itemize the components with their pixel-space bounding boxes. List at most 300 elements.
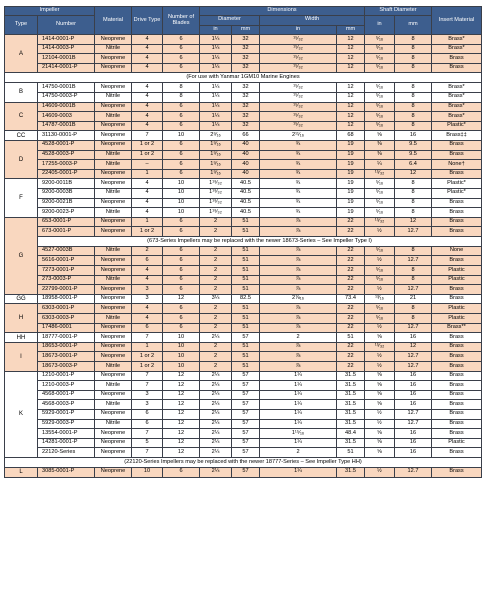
width-in-cell: 1¼ (260, 381, 337, 391)
drive-type-cell: – (132, 160, 163, 170)
shaft-mm-cell: 8 (395, 266, 432, 276)
shaft-mm-cell: 12.7 (395, 467, 432, 477)
width-in-cell: 1¹⁵⁄₁₆ (260, 429, 337, 439)
num-blades-cell: 6 (163, 323, 200, 333)
width-in-cell: 1¼ (260, 467, 337, 477)
note-text: (22120-Series Impellers may be replaced with the newer 18777-Series – See Impeller Type HH) (5, 457, 482, 467)
table-row (5, 352, 482, 362)
diameter-in-cell: 3¼ (200, 294, 232, 304)
diameter-mm-cell: 57 (232, 467, 260, 477)
drive-type-cell: 4 (132, 83, 163, 93)
insert-material-cell: Brass (432, 342, 482, 352)
shaft-mm-cell: 16 (395, 438, 432, 448)
shaft-mm-cell: 16 (395, 371, 432, 381)
part-number-cell: 17486-0001 (38, 323, 95, 333)
material-cell: Nitrile (95, 275, 132, 285)
part-number-cell: 4527-0003B (38, 246, 95, 256)
shaft-in-cell: ½ (365, 227, 395, 237)
shaft-mm-cell: 8 (395, 198, 432, 208)
material-cell: Nitrile (95, 246, 132, 256)
diameter-in-cell: 2⁹⁄₁₆ (200, 131, 232, 141)
shaft-mm-cell: 16 (395, 131, 432, 141)
drive-type-cell: 3 (132, 390, 163, 400)
shaft-in-cell: ⁵⁄₁₆ (365, 275, 395, 285)
diameter-in-cell: 1¼ (200, 121, 232, 131)
width-mm-cell: 22 (337, 275, 365, 285)
part-number-cell: 18653-0001-P (38, 342, 95, 352)
material-cell: Neoprene (95, 54, 132, 64)
part-number-cell: 14750-0003-P (38, 92, 95, 102)
num-blades-cell: 10 (163, 131, 200, 141)
shaft-in-cell: ⅝ (365, 333, 395, 343)
shaft-mm-cell: 8 (395, 112, 432, 122)
drive-type-cell: 10 (132, 467, 163, 477)
insert-material-cell: Plastic* (432, 179, 482, 189)
width-mm-cell: 22 (337, 227, 365, 237)
num-blades-cell: 6 (163, 160, 200, 170)
insert-material-cell: Brass* (432, 44, 482, 54)
part-number-cell: 653-0001-P (38, 217, 95, 227)
shaft-in-cell: ⁵⁄₁₆ (365, 35, 395, 45)
diameter-mm-cell: 57 (232, 333, 260, 343)
diameter-mm-cell: 32 (232, 102, 260, 112)
note-row (5, 73, 482, 83)
insert-material-cell: Brass (432, 467, 482, 477)
part-number-cell: 14609-0001B (38, 102, 95, 112)
drive-type-cell: 3 (132, 285, 163, 295)
part-number-cell: 12104-0001B (38, 54, 95, 64)
type-cell: F (5, 179, 38, 217)
table-row (5, 236, 482, 246)
diameter-in-cell: 2¼ (200, 409, 232, 419)
part-number-cell: 6303-0003-P (38, 314, 95, 324)
drive-type-cell: 1 or 2 (132, 150, 163, 160)
material-cell: Neoprene (95, 467, 132, 477)
drive-type-cell: 7 (132, 333, 163, 343)
diameter-mm-cell: 51 (232, 304, 260, 314)
part-number-cell: 21414-0001-P (38, 63, 95, 73)
width-mm-cell: 31.5 (337, 409, 365, 419)
num-blades-cell: 12 (163, 409, 200, 419)
material-cell: Nitrile (95, 150, 132, 160)
part-number-cell: 22405-0001-P (38, 169, 95, 179)
num-blades-cell: 6 (163, 217, 200, 227)
part-number-cell: 673-0001-P (38, 227, 95, 237)
shaft-in-cell: ⁵⁄₁₆ (365, 112, 395, 122)
table-row (5, 83, 482, 93)
header-material: Material (95, 7, 132, 35)
shaft-mm-cell: 16 (395, 390, 432, 400)
shaft-in-cell: ⅝ (365, 371, 395, 381)
shaft-mm-cell: 9.5 (395, 140, 432, 150)
shaft-mm-cell: 12 (395, 217, 432, 227)
table-row (5, 323, 482, 333)
material-cell: Neoprene (95, 333, 132, 343)
part-number-cell: 7273-0001-P (38, 266, 95, 276)
type-cell: H (5, 304, 38, 333)
insert-material-cell: Brass (432, 371, 482, 381)
insert-material-cell: Brass (432, 390, 482, 400)
part-number-cell: 14750-0001B (38, 83, 95, 93)
drive-type-cell: 4 (132, 208, 163, 218)
width-mm-cell: 22 (337, 323, 365, 333)
diameter-in-cell: 2 (200, 342, 232, 352)
diameter-in-cell: 2 (200, 227, 232, 237)
width-mm-cell: 12 (337, 83, 365, 93)
diameter-in-cell: 2¼ (200, 429, 232, 439)
num-blades-cell: 6 (163, 35, 200, 45)
diameter-in-cell: 1¼ (200, 112, 232, 122)
insert-material-cell: Brass (432, 294, 482, 304)
table-row (5, 438, 482, 448)
drive-type-cell: 4 (132, 54, 163, 64)
type-cell: CC (5, 131, 38, 141)
shaft-mm-cell: 8 (395, 92, 432, 102)
shaft-in-cell: ⁵⁄₁₆ (365, 179, 395, 189)
drive-type-cell: 1 (132, 342, 163, 352)
num-blades-cell: 12 (163, 400, 200, 410)
part-number-cell: 9200-0023-P (38, 208, 95, 218)
table-row (5, 294, 482, 304)
table-row (5, 179, 482, 189)
insert-material-cell: Plastic* (432, 121, 482, 131)
width-mm-cell: 22 (337, 352, 365, 362)
diameter-mm-cell: 57 (232, 429, 260, 439)
num-blades-cell: 6 (163, 256, 200, 266)
diameter-in-cell: 2¼ (200, 467, 232, 477)
width-in-cell: ⅞ (260, 275, 337, 285)
table-row (5, 246, 482, 256)
table-row (5, 419, 482, 429)
shaft-mm-cell: 12.7 (395, 362, 432, 372)
drive-type-cell: 6 (132, 323, 163, 333)
width-in-cell: ¾ (260, 198, 337, 208)
diameter-mm-cell: 51 (232, 362, 260, 372)
diameter-in-cell: 2¼ (200, 390, 232, 400)
num-blades-cell: 6 (163, 121, 200, 131)
table-row (5, 131, 482, 141)
drive-type-cell: 4 (132, 44, 163, 54)
insert-material-cell: Brass* (432, 102, 482, 112)
width-in-cell: ¾ (260, 150, 337, 160)
insert-material-cell: Brass (432, 54, 482, 64)
header-dimensions: Dimensions (200, 7, 365, 16)
insert-material-cell: Brass (432, 169, 482, 179)
insert-material-cell: Brass (432, 150, 482, 160)
width-mm-cell: 19 (337, 179, 365, 189)
diameter-mm-cell: 57 (232, 438, 260, 448)
shaft-mm-cell: 8 (395, 54, 432, 64)
diameter-in-cell: 1¹⁹⁄₃₂ (200, 198, 232, 208)
part-number-cell: 3085-0001-P (38, 467, 95, 477)
num-blades-cell: 6 (163, 314, 200, 324)
width-in-cell: ¾ (260, 179, 337, 189)
width-in-cell: ¾ (260, 208, 337, 218)
insert-material-cell: Brass (432, 333, 482, 343)
header-diameter-mm: mm (232, 25, 260, 35)
shaft-mm-cell: 12.7 (395, 227, 432, 237)
drive-type-cell: 7 (132, 429, 163, 439)
drive-type-cell: 4 (132, 266, 163, 276)
type-cell: K (5, 371, 38, 457)
table-row (5, 314, 482, 324)
diameter-in-cell: 1¼ (200, 54, 232, 64)
material-cell: Nitrile (95, 381, 132, 391)
type-cell: G (5, 217, 38, 294)
width-in-cell: ⅞ (260, 342, 337, 352)
width-in-cell: ¹⁵⁄₃₂ (260, 35, 337, 45)
num-blades-cell: 12 (163, 429, 200, 439)
shaft-in-cell: ½ (365, 256, 395, 266)
num-blades-cell: 10 (163, 362, 200, 372)
shaft-mm-cell: 16 (395, 448, 432, 458)
part-number-cell: 22120-Series (38, 448, 95, 458)
num-blades-cell: 12 (163, 448, 200, 458)
table-row (5, 63, 482, 73)
diameter-mm-cell: 32 (232, 54, 260, 64)
num-blades-cell: 6 (163, 150, 200, 160)
num-blades-cell: 6 (163, 63, 200, 73)
material-cell: Neoprene (95, 390, 132, 400)
drive-type-cell: 1 or 2 (132, 362, 163, 372)
diameter-mm-cell: 32 (232, 63, 260, 73)
insert-material-cell: Brass (432, 256, 482, 266)
type-cell: L (5, 467, 38, 477)
material-cell: Neoprene (95, 256, 132, 266)
width-mm-cell: 22 (337, 304, 365, 314)
part-number-cell: 4568-0003-P (38, 400, 95, 410)
diameter-mm-cell: 40 (232, 140, 260, 150)
header-diameter: Diameter (200, 16, 260, 26)
insert-material-cell: Brass* (432, 83, 482, 93)
width-mm-cell: 19 (337, 150, 365, 160)
part-number-cell: 18958-0001-P (38, 294, 95, 304)
shaft-mm-cell: 16 (395, 381, 432, 391)
diameter-in-cell: 2 (200, 323, 232, 333)
insert-material-cell: Brass (432, 381, 482, 391)
part-number-cell: 31130-0001-P (38, 131, 95, 141)
insert-material-cell: Plastic (432, 266, 482, 276)
diameter-in-cell: 2 (200, 275, 232, 285)
table-row (5, 285, 482, 295)
impeller-table-container (4, 6, 481, 478)
shaft-mm-cell: 8 (395, 83, 432, 93)
width-mm-cell: 31.5 (337, 419, 365, 429)
shaft-in-cell: ⅝ (365, 438, 395, 448)
part-number-cell: 9200-0021B (38, 198, 95, 208)
diameter-in-cell: 1¼ (200, 35, 232, 45)
shaft-in-cell: ⁵⁄₁₆ (365, 304, 395, 314)
shaft-in-cell: ⅝ (365, 390, 395, 400)
shaft-mm-cell: 12.7 (395, 285, 432, 295)
diameter-mm-cell: 57 (232, 390, 260, 400)
diameter-mm-cell: 57 (232, 419, 260, 429)
material-cell: Neoprene (95, 102, 132, 112)
drive-type-cell: 4 (132, 102, 163, 112)
table-row (5, 112, 482, 122)
diameter-in-cell: 2 (200, 352, 232, 362)
width-in-cell: 1¼ (260, 438, 337, 448)
diameter-in-cell: 2¼ (200, 400, 232, 410)
width-in-cell: ¾ (260, 140, 337, 150)
diameter-mm-cell: 40.5 (232, 188, 260, 198)
shaft-in-cell: ⁵⁄₁₆ (365, 44, 395, 54)
table-row (5, 448, 482, 458)
shaft-in-cell: ½ (365, 409, 395, 419)
insert-material-cell: None† (432, 160, 482, 170)
table-row (5, 227, 482, 237)
drive-type-cell: 7 (132, 371, 163, 381)
diameter-mm-cell: 51 (232, 352, 260, 362)
width-mm-cell: 31.5 (337, 390, 365, 400)
part-number-cell: 14609-0003 (38, 112, 95, 122)
part-number-cell: 18673-0003-P (38, 362, 95, 372)
material-cell: Nitrile (95, 400, 132, 410)
shaft-mm-cell: 12.7 (395, 352, 432, 362)
header-shaft-mm: mm (395, 16, 432, 35)
material-cell: Nitrile (95, 314, 132, 324)
insert-material-cell: Brass (432, 208, 482, 218)
num-blades-cell: 10 (163, 208, 200, 218)
type-cell: I (5, 342, 38, 371)
width-in-cell: 1¼ (260, 419, 337, 429)
diameter-in-cell: 2 (200, 256, 232, 266)
width-in-cell: ¹⁵⁄₃₂ (260, 102, 337, 112)
shaft-in-cell: ¹⁵⁄₃₂ (365, 217, 395, 227)
table-row (5, 35, 482, 45)
material-cell: Nitrile (95, 208, 132, 218)
material-cell: Neoprene (95, 285, 132, 295)
table-row (5, 400, 482, 410)
drive-type-cell: 6 (132, 409, 163, 419)
diameter-in-cell: 1¹⁹⁄₃₂ (200, 208, 232, 218)
diameter-in-cell: 1⁹⁄₁₆ (200, 140, 232, 150)
shaft-in-cell: ⁵⁄₁₆ (365, 266, 395, 276)
drive-type-cell: 4 (132, 63, 163, 73)
width-in-cell: ¾ (260, 188, 337, 198)
insert-material-cell: Brass (432, 419, 482, 429)
diameter-in-cell: 2 (200, 266, 232, 276)
width-mm-cell: 22 (337, 285, 365, 295)
width-mm-cell: 12 (337, 63, 365, 73)
material-cell: Nitrile (95, 419, 132, 429)
width-in-cell: ⅞ (260, 352, 337, 362)
material-cell: Nitrile (95, 92, 132, 102)
material-cell: Neoprene (95, 323, 132, 333)
shaft-mm-cell: 8 (395, 63, 432, 73)
part-number-cell: 5929-0003-P (38, 419, 95, 429)
width-in-cell: 2 (260, 333, 337, 343)
shaft-in-cell: ⁵⁄₁₆ (365, 92, 395, 102)
insert-material-cell: Brass (432, 63, 482, 73)
material-cell: Neoprene (95, 217, 132, 227)
shaft-mm-cell: 12.7 (395, 419, 432, 429)
diameter-mm-cell: 51 (232, 285, 260, 295)
insert-material-cell: Brass (432, 429, 482, 439)
diameter-mm-cell: 32 (232, 92, 260, 102)
material-cell: Neoprene (95, 352, 132, 362)
part-number-cell: 9200-0011B (38, 179, 95, 189)
diameter-in-cell: 1¼ (200, 102, 232, 112)
width-mm-cell: 22 (337, 266, 365, 276)
shaft-mm-cell: 8 (395, 121, 432, 131)
shaft-mm-cell: 8 (395, 208, 432, 218)
table-row (5, 390, 482, 400)
shaft-in-cell: ⁵⁄₁₆ (365, 63, 395, 73)
drive-type-cell: 4 (132, 35, 163, 45)
drive-type-cell: 4 (132, 275, 163, 285)
diameter-in-cell: 1¼ (200, 83, 232, 93)
table-row (5, 275, 482, 285)
table-row (5, 371, 482, 381)
width-mm-cell: 12 (337, 44, 365, 54)
insert-material-cell: Brass (432, 409, 482, 419)
diameter-mm-cell: 57 (232, 448, 260, 458)
num-blades-cell: 10 (163, 188, 200, 198)
num-blades-cell: 6 (163, 44, 200, 54)
width-in-cell: ¹⁵⁄₃₂ (260, 83, 337, 93)
part-number-cell: 5616-0001-P (38, 256, 95, 266)
table-row (5, 342, 482, 352)
num-blades-cell: 10 (163, 179, 200, 189)
shaft-mm-cell: 8 (395, 102, 432, 112)
table-row (5, 150, 482, 160)
width-mm-cell: 22 (337, 342, 365, 352)
width-mm-cell: 68 (337, 131, 365, 141)
width-mm-cell: 31.5 (337, 438, 365, 448)
width-in-cell: ⅞ (260, 266, 337, 276)
table-row (5, 198, 482, 208)
width-mm-cell: 22 (337, 256, 365, 266)
drive-type-cell: 7 (132, 381, 163, 391)
shaft-in-cell: ½ (365, 419, 395, 429)
diameter-mm-cell: 51 (232, 217, 260, 227)
shaft-in-cell: ⁵⁄₁₆ (365, 246, 395, 256)
width-mm-cell: 19 (337, 140, 365, 150)
shaft-mm-cell: 8 (395, 246, 432, 256)
shaft-in-cell: ¼ (365, 160, 395, 170)
shaft-in-cell: ⁵⁄₁₆ (365, 188, 395, 198)
drive-type-cell: 1 or 2 (132, 140, 163, 150)
drive-type-cell: 7 (132, 448, 163, 458)
diameter-mm-cell: 57 (232, 381, 260, 391)
diameter-mm-cell: 32 (232, 83, 260, 93)
insert-material-cell: Brass (432, 448, 482, 458)
width-mm-cell: 51 (337, 333, 365, 343)
header-width-in: in (260, 25, 337, 35)
shaft-in-cell: ⁵⁄₁₆ (365, 54, 395, 64)
width-mm-cell: 12 (337, 54, 365, 64)
num-blades-cell: 12 (163, 371, 200, 381)
material-cell: Neoprene (95, 83, 132, 93)
shaft-in-cell: ⅝ (365, 131, 395, 141)
part-number-cell: 5929-0001-P (38, 409, 95, 419)
table-row (5, 160, 482, 170)
table-row (5, 467, 482, 477)
shaft-in-cell: ½ (365, 352, 395, 362)
part-number-cell: 4568-0001-P (38, 390, 95, 400)
table-row (5, 266, 482, 276)
shaft-mm-cell: 8 (395, 275, 432, 285)
part-number-cell: 14281-0001-P (38, 438, 95, 448)
width-mm-cell: 19 (337, 188, 365, 198)
drive-type-cell: 2 (132, 246, 163, 256)
material-cell: Neoprene (95, 227, 132, 237)
material-cell: Neoprene (95, 121, 132, 131)
diameter-in-cell: 2¼ (200, 371, 232, 381)
num-blades-cell: 8 (163, 92, 200, 102)
width-mm-cell: 31.5 (337, 371, 365, 381)
